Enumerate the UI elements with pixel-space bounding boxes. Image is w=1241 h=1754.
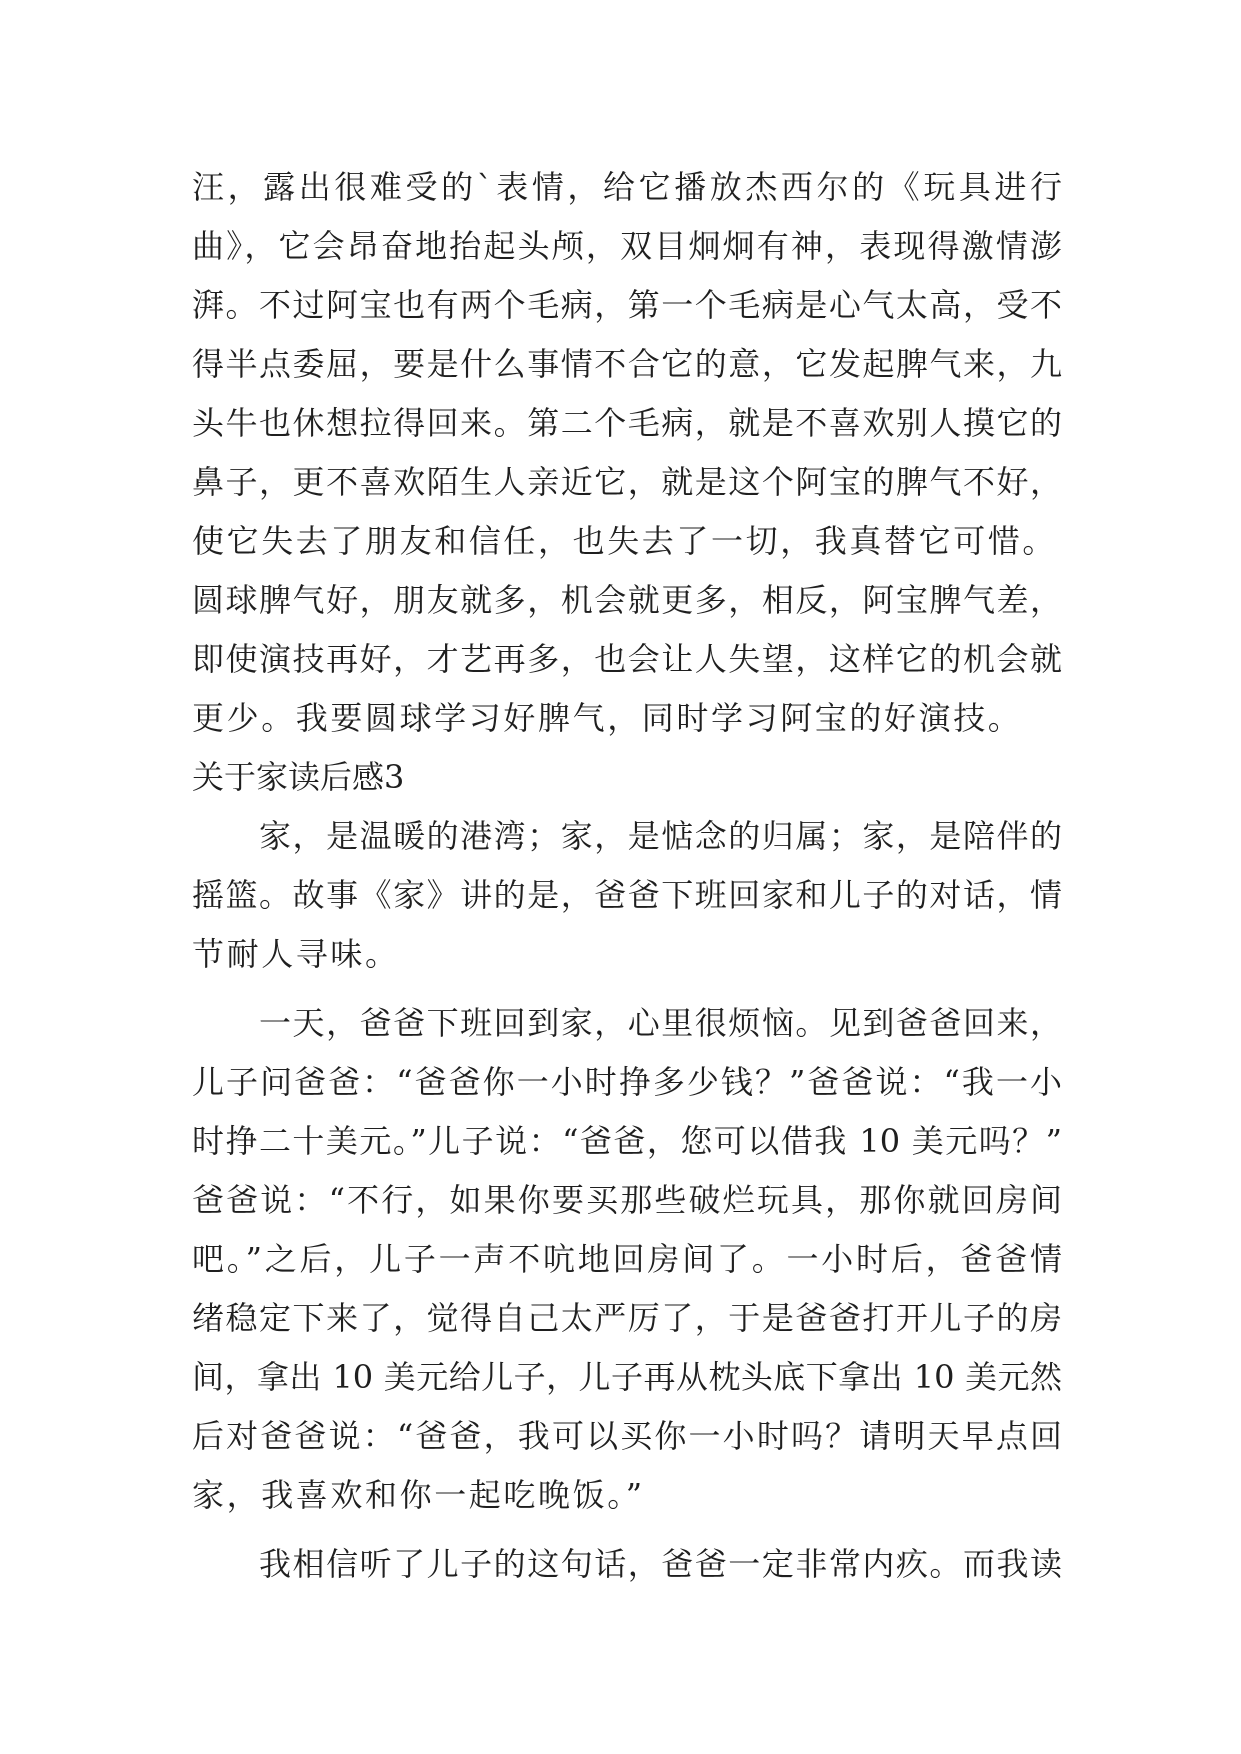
text-line: 即使演技再好，才艺再多，也会让人失望，这样它的机会就 [192, 640, 1062, 678]
text-line: 吧。”之后，儿子一声不吭地回房间了。一小时后，爸爸情 [192, 1240, 1062, 1278]
text-line: 家，我喜欢和你一起吃晚饭。” [192, 1476, 645, 1514]
text-line: 湃。不过阿宝也有两个毛病，第一个毛病是心气太高，受不 [192, 286, 1062, 324]
text-line: 使它失去了朋友和信任，也失去了一切，我真替它可惜。 [192, 522, 1058, 560]
paragraph-gap [192, 1525, 1062, 1535]
text-line: 头牛也休想拉得回来。第二个毛病，就是不喜欢别人摸它的 [192, 404, 1062, 442]
text-line: 间，拿出 10 美元给儿子，儿子再从枕头底下拿出 10 美元然 [192, 1358, 1062, 1396]
section-heading: 关于家读后感3 [192, 758, 405, 796]
text-line: 时挣二十美元。”儿子说：“爸爸，您可以借我 10 美元吗？” [192, 1122, 1062, 1160]
text-line: 节耐人寻味。 [192, 935, 400, 973]
text-line: 汪，露出很难受的`表情，给它播放杰西尔的《玩具进行 [192, 168, 1062, 206]
text-line: 摇篮。故事《家》讲的是，爸爸下班回家和儿子的对话，情 [192, 876, 1062, 914]
text-line: 得半点委屈，要是什么事情不合它的意，它发起脾气来，九 [192, 345, 1062, 383]
paragraph-gap [192, 984, 1062, 994]
text-line: 圆球脾气好，朋友就多，机会就更多，相反，阿宝脾气差， [192, 581, 1062, 619]
text-line: 一天，爸爸下班回到家，心里很烦恼。见到爸爸回来， [192, 1004, 1062, 1042]
text-line: 后对爸爸说：“爸爸，我可以买你一小时吗？请明天早点回 [192, 1417, 1062, 1455]
text-line: 我相信听了儿子的这句话，爸爸一定非常内疚。而我读 [192, 1545, 1062, 1583]
document-body [192, 158, 1062, 1594]
text-line: 爸爸说：“不行，如果你要买那些破烂玩具，那你就回房间 [192, 1181, 1062, 1219]
text-line: 更少。我要圆球学习好脾气，同时学习阿宝的好演技。 [192, 699, 1023, 737]
text-line: 儿子问爸爸：“爸爸你一小时挣多少钱？”爸爸说：“我一小 [192, 1063, 1062, 1101]
text-line: 曲》，它会昂奋地抬起头颅，双目炯炯有神，表现得激情澎 [192, 227, 1062, 265]
text-line: 家，是温暖的港湾；家，是惦念的归属；家，是陪伴的 [192, 817, 1062, 855]
text-line: 绪稳定下来了，觉得自己太严厉了，于是爸爸打开儿子的房 [192, 1299, 1062, 1337]
text-line: 鼻子，更不喜欢陌生人亲近它，就是这个阿宝的脾气不好， [192, 463, 1062, 501]
